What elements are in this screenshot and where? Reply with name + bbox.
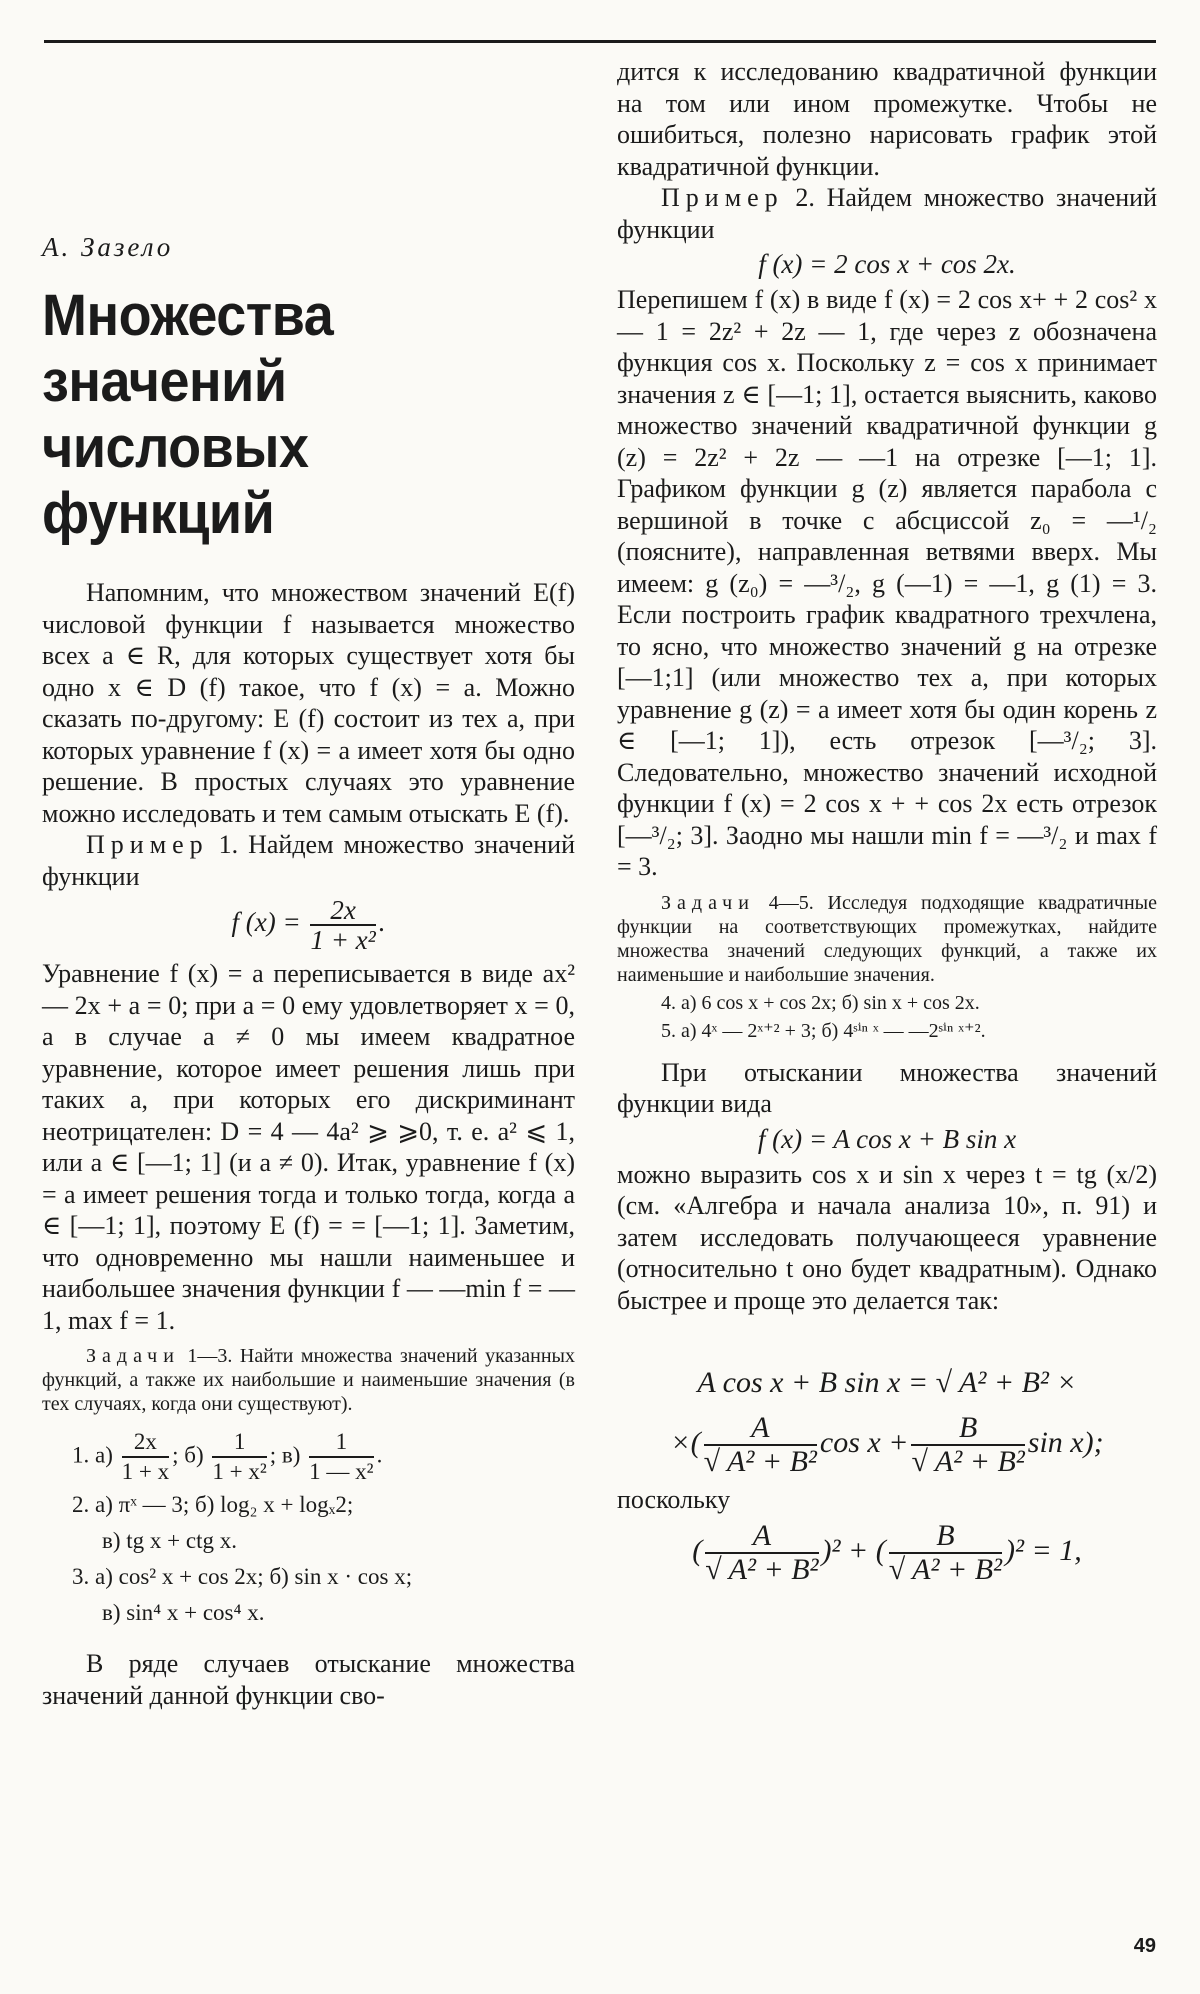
formula-1-lhs: f (x) = <box>231 907 301 938</box>
formula-1-denominator: 1 + x² <box>310 925 376 955</box>
paragraph-2: Уравнение f (x) = a переписывается в виде ax² — 2x + a = 0; при a = 0 ему удовлетворяет x = 0, а в случае a ≠ 0 мы имеем квадратное уравнение, которое имеет решения лишь при таких a, при которых его дискриминант неотрицателен: D = 4 — 4a² ⩾ ⩾0, т. е. a² ⩽ 1, или a ∈ [—1; 1] (и a ≠ 0). Итак, уравнение f (x) = a имеет решения тогда и только тогда, когда a ∈ [—1; 1], поэтому E (f) = = [—1; 1]. Заметим, что одновременно мы нашли наименьшее и наибольшее значения функции f — —min f = —1, max f = 1. <box>42 959 575 1335</box>
big-formula-2-frac-a <box>704 1412 817 1478</box>
example-2-text: 2. Найдем множество значений функции <box>617 183 1157 244</box>
tasks-4-5 <box>617 891 1157 987</box>
intro-paragraph: Напомним, что множеством значений E(f) числовой функции f называется множество всех a ∈ R, для которых существует хотя бы одно x ∈ D (f) такое, что f (x) = a. Можно сказать по-другому: E (f) состоит из тех a, при которых уравнение f (x) = a имеет хотя бы одно решение. В простых случаях это уравнение можно исследовать и тем самым отыскать E (f). <box>42 578 575 828</box>
article-title <box>42 283 538 547</box>
big-formula-3-frac-b <box>889 1520 1002 1586</box>
tasks-4-5-label: Задачи <box>661 891 755 914</box>
right-column <box>617 56 1157 1592</box>
big-formula-2-num-b: B <box>911 1412 1024 1446</box>
big-formula-3-close: )² = 1, <box>1005 1533 1082 1567</box>
example-2-label: Пример <box>661 183 784 212</box>
title-line-3: числовых функций <box>42 415 309 546</box>
big-formula-3-num-a: A <box>705 1520 818 1554</box>
big-formula-2-open: ×( <box>670 1425 701 1459</box>
big-formula-3-open: ( <box>692 1533 703 1567</box>
tasks-1-3-label: Задачи <box>86 1345 180 1367</box>
author: А. Зазело <box>42 232 174 262</box>
task-4: 4. а) 6 cos x + cos 2x; б) sin x + cos 2x. <box>661 991 980 1014</box>
big-formula-3-den-a: √ A² + B² <box>705 1552 819 1586</box>
task-2: 2. а) πˣ — 3; б) log₂ x + logₓ2; <box>72 1492 354 1517</box>
example-2 <box>617 182 1157 245</box>
right-paragraph-2: Перепишем f (x) в виде f (x) = 2 cos x+ + 2 cos² x — 1 = 2z² + 2z — 1, где через z обозначена функция cos x. Поскольку z = cos x принимает значения z ∈ [—1; 1], остается выяснить, каково множество значений квадратичной функции g (z) = 2z² + 2z — —1 на отрезке [—1; 1]. Графиком функции g (z) является парабола с вершиной в точке с абсциссой z₀ = —¹/₂ (поясните), направленная ветвями вверх. Мы имеем: g (z₀) = —³/₂, g (—1) = —1, g (1) = 3. Если построить график квадратного трехчлена, то ясно, что множество значений g на отрезке [—1;1] (или множество тех a, при которых уравнение g (z) = a имеет хотя бы один корень z ∈ [—1; 1]), есть отрезок [—³/₂; 3]. Следовательно, множество значений исходной функции f (x) = 2 cos x + + cos 2x есть отрезок [—³/₂; 3]. Заодно мы нашли min f = —³/₂ и max f = 3. <box>617 285 1157 881</box>
since-word: поскольку <box>617 1485 731 1514</box>
task-3c: в) sin⁴ x + cos⁴ x. <box>102 1600 265 1625</box>
top-rule <box>44 40 1156 43</box>
formula-1-tail: . <box>378 907 386 938</box>
task-1c-label: ; в) <box>269 1442 301 1468</box>
example-1 <box>42 829 575 892</box>
task-1b-fraction <box>212 1428 266 1486</box>
task-2c: в) tg x + ctg x. <box>102 1528 237 1553</box>
task-1c-numerator: 1 <box>309 1428 373 1458</box>
formula-1-fraction <box>310 896 375 954</box>
big-formula-2-mid: cos x + <box>819 1425 909 1459</box>
right-paragraph-3: При отыскании множества значений функции вида <box>617 1057 1157 1118</box>
task-1-end: . <box>376 1442 383 1468</box>
big-formula-line-2 <box>617 1412 1157 1478</box>
task-1b-denominator: 1 + x² <box>212 1459 267 1484</box>
big-formula-2-den-b: √ A² + B² <box>911 1445 1025 1478</box>
big-formula-2-num-a: A <box>704 1412 817 1446</box>
formula-2: f (x) = 2 cos x + cos 2x. <box>758 249 1016 279</box>
example-1-text: 1. Найдем множество значений функции <box>42 830 575 891</box>
big-formula-3-mid: )² + ( <box>821 1533 886 1567</box>
big-formula-2-den-a: √ A² + B² <box>703 1445 817 1478</box>
example-1-label: Пример <box>86 830 209 859</box>
paragraph-3: В ряде случаев отыскание множества значений данной функции сво- <box>42 1649 575 1710</box>
task-1b-label: ; б) <box>172 1442 204 1468</box>
task-1c-fraction <box>309 1428 373 1486</box>
left-column <box>42 232 575 1711</box>
task-5: 5. а) 4ˣ — 2ˣ⁺² + 3; б) 4ˢⁱⁿ ˣ — —2ˢⁱⁿ ˣ⁺². <box>661 1019 986 1042</box>
right-paragraph-1: дится к исследованию квадратичной функции на том или ином промежутке. Чтобы не ошибиться, полезно нарисовать график этой квадратичной функции. <box>617 57 1157 181</box>
task-1c-denominator: 1 — x² <box>309 1459 374 1484</box>
formula-3: f (x) = A cos x + B sin x <box>757 1123 1017 1154</box>
task-1a-numerator: 2x <box>122 1428 169 1458</box>
task-1b-numerator: 1 <box>212 1428 266 1458</box>
big-formula-3-den-b: √ A² + B² <box>888 1552 1003 1586</box>
formula-1 <box>42 896 575 954</box>
tasks-1-3-text: 1—3. Найти множества значений указанных функций, а также их наибольшие и наименьшие значения (в тех случаях, когда они существуют). <box>42 1345 575 1415</box>
tasks-1-3 <box>42 1344 575 1416</box>
big-formula-line-1: A cos x + B sin x = √ A² + B² × <box>697 1366 1077 1399</box>
big-formula-3-frac-a <box>705 1520 818 1586</box>
tasks-4-5-text: 4—5. Исследуя подходящие квадратичные функции на соответствующих промежутках, найдите множества значений следующих функций, а также их наименьшие и наибольшие значения. <box>617 891 1157 986</box>
page-number: 49 <box>1133 1935 1156 1957</box>
right-paragraph-4: можно выразить cos x и sin x через t = tg (x/2) (см. «Алгебра и начала анализа 10», п. 91) и затем исследовать получающееся уравнение (относительно t оно будет квадратным). Однако быстрее и проще это делается так: <box>617 1159 1157 1315</box>
big-formula-line-3 <box>617 1520 1157 1586</box>
task-1 <box>72 1428 575 1486</box>
task-3: 3. а) cos² x + cos 2x; б) sin x · cos x; <box>72 1564 413 1589</box>
big-formula-3-num-b: B <box>889 1520 1002 1554</box>
task-1a-denominator: 1 + x <box>121 1459 170 1484</box>
title-line-2: значений <box>42 349 287 414</box>
task-list-1-3 <box>72 1428 575 1630</box>
big-formula-2-close: sin x); <box>1027 1425 1104 1459</box>
task-1a-fraction <box>122 1428 169 1486</box>
formula-1-numerator: 2x <box>310 896 375 926</box>
big-formula-2-frac-b <box>911 1412 1024 1478</box>
task-1-num: 1. а) <box>72 1442 113 1468</box>
title-line-1: Множества <box>42 283 334 348</box>
